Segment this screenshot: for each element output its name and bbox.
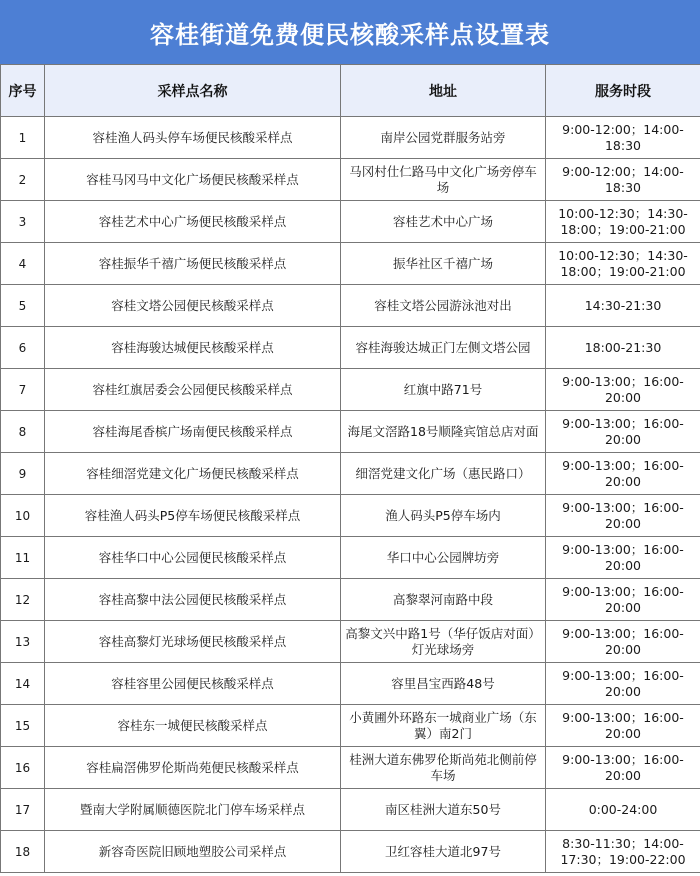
table-row xyxy=(1,663,700,705)
cell-seq: 12 xyxy=(1,579,45,621)
cell-service-hours: 10:00-12:30；14:30-18:00；19:00-21:00 xyxy=(546,243,700,285)
table-row xyxy=(1,285,700,327)
cell-site-name: 新容奇医院旧顾地塑胶公司采样点 xyxy=(45,831,341,873)
cell-seq: 1 xyxy=(1,117,45,159)
table-row xyxy=(1,789,700,831)
cell-site-name: 容桂细滘党建文化广场便民核酸采样点 xyxy=(45,453,341,495)
table-row xyxy=(1,411,700,453)
cell-service-hours: 9:00-13:00；16:00-20:00 xyxy=(546,747,700,789)
cell-seq: 11 xyxy=(1,537,45,579)
cell-seq: 8 xyxy=(1,411,45,453)
cell-seq: 5 xyxy=(1,285,45,327)
cell-address: 渔人码头P5停车场内 xyxy=(341,495,546,537)
cell-service-hours: 9:00-13:00；16:00-20:00 xyxy=(546,663,700,705)
cell-site-name: 容桂海尾香槟广场南便民核酸采样点 xyxy=(45,411,341,453)
cell-service-hours: 14:30-21:30 xyxy=(546,285,700,327)
cell-seq: 16 xyxy=(1,747,45,789)
cell-service-hours: 0:00-24:00 xyxy=(546,789,700,831)
table-row xyxy=(1,327,700,369)
table-row xyxy=(1,705,700,747)
cell-service-hours: 9:00-13:00；16:00-20:00 xyxy=(546,495,700,537)
cell-address: 小黄圃外环路东一城商业广场（东翼）南2门 xyxy=(341,705,546,747)
table-row xyxy=(1,621,700,663)
cell-seq: 2 xyxy=(1,159,45,201)
table-row xyxy=(1,537,700,579)
cell-service-hours: 8:30-11:30；14:00-17:30；19:00-22:00 xyxy=(546,831,700,873)
header-seq: 序号 xyxy=(1,65,45,117)
cell-service-hours: 9:00-13:00；16:00-20:00 xyxy=(546,621,700,663)
cell-site-name: 容桂振华千禧广场便民核酸采样点 xyxy=(45,243,341,285)
table-row xyxy=(1,369,700,411)
cell-service-hours: 9:00-13:00；16:00-20:00 xyxy=(546,411,700,453)
cell-seq: 7 xyxy=(1,369,45,411)
cell-site-name: 暨南大学附属顺德医院北门停车场采样点 xyxy=(45,789,341,831)
cell-seq: 10 xyxy=(1,495,45,537)
cell-service-hours: 9:00-13:00；16:00-20:00 xyxy=(546,537,700,579)
cell-site-name: 容桂华口中心公园便民核酸采样点 xyxy=(45,537,341,579)
cell-service-hours: 10:00-12:30；14:30-18:00；19:00-21:00 xyxy=(546,201,700,243)
header-address: 地址 xyxy=(341,65,546,117)
cell-service-hours: 9:00-12:00；14:00-18:30 xyxy=(546,159,700,201)
cell-address: 马冈村仕仁路马中文化广场旁停车场 xyxy=(341,159,546,201)
cell-site-name: 容桂渔人码头停车场便民核酸采样点 xyxy=(45,117,341,159)
cell-address: 桂洲大道东佛罗伦斯尚苑北侧前停车场 xyxy=(341,747,546,789)
cell-site-name: 容桂东一城便民核酸采样点 xyxy=(45,705,341,747)
table-row xyxy=(1,243,700,285)
cell-site-name: 容桂艺术中心广场便民核酸采样点 xyxy=(45,201,341,243)
cell-address: 海尾文滘路18号顺隆宾馆总店对面 xyxy=(341,411,546,453)
cell-service-hours: 9:00-13:00；16:00-20:00 xyxy=(546,453,700,495)
cell-address: 容里昌宝西路48号 xyxy=(341,663,546,705)
cell-address: 容桂艺术中心广场 xyxy=(341,201,546,243)
cell-site-name: 容桂渔人码头P5停车场便民核酸采样点 xyxy=(45,495,341,537)
table-row xyxy=(1,201,700,243)
cell-site-name: 容桂红旗居委会公园便民核酸采样点 xyxy=(45,369,341,411)
cell-site-name: 容桂扁滘佛罗伦斯尚苑便民核酸采样点 xyxy=(45,747,341,789)
table-row xyxy=(1,831,700,873)
cell-address: 南岸公园党群服务站旁 xyxy=(341,117,546,159)
cell-address: 容桂海骏达城正门左侧文塔公园 xyxy=(341,327,546,369)
cell-seq: 3 xyxy=(1,201,45,243)
cell-address: 高黎翠河南路中段 xyxy=(341,579,546,621)
cell-seq: 6 xyxy=(1,327,45,369)
cell-address: 高黎文兴中路1号（华仔饭店对面）灯光球场旁 xyxy=(341,621,546,663)
table-row xyxy=(1,453,700,495)
cell-seq: 18 xyxy=(1,831,45,873)
cell-service-hours: 18:00-21:30 xyxy=(546,327,700,369)
table-row xyxy=(1,747,700,789)
cell-service-hours: 9:00-13:00；16:00-20:00 xyxy=(546,369,700,411)
cell-service-hours: 9:00-13:00；16:00-20:00 xyxy=(546,705,700,747)
table-row xyxy=(1,117,700,159)
cell-site-name: 容桂文塔公园便民核酸采样点 xyxy=(45,285,341,327)
cell-seq: 9 xyxy=(1,453,45,495)
cell-site-name: 容桂马冈马中文化广场便民核酸采样点 xyxy=(45,159,341,201)
cell-seq: 15 xyxy=(1,705,45,747)
cell-service-hours: 9:00-12:00；14:00-18:30 xyxy=(546,117,700,159)
cell-site-name: 容桂容里公园便民核酸采样点 xyxy=(45,663,341,705)
cell-site-name: 容桂高黎中法公园便民核酸采样点 xyxy=(45,579,341,621)
cell-seq: 14 xyxy=(1,663,45,705)
table-row xyxy=(1,495,700,537)
cell-address: 华口中心公园牌坊旁 xyxy=(341,537,546,579)
cell-address: 细滘党建文化广场（惠民路口） xyxy=(341,453,546,495)
cell-seq: 13 xyxy=(1,621,45,663)
cell-seq: 17 xyxy=(1,789,45,831)
cell-address: 红旗中路71号 xyxy=(341,369,546,411)
cell-site-name: 容桂高黎灯光球场便民核酸采样点 xyxy=(45,621,341,663)
cell-address: 振华社区千禧广场 xyxy=(341,243,546,285)
header-service-hours: 服务时段 xyxy=(546,65,700,117)
cell-site-name: 容桂海骏达城便民核酸采样点 xyxy=(45,327,341,369)
page-title: 容桂街道免费便民核酸采样点设置表 xyxy=(0,0,700,64)
table-row xyxy=(1,579,700,621)
cell-seq: 4 xyxy=(1,243,45,285)
cell-address: 南区桂洲大道东50号 xyxy=(341,789,546,831)
header-site-name: 采样点名称 xyxy=(45,65,341,117)
sampling-sites-table xyxy=(0,64,700,873)
cell-service-hours: 9:00-13:00；16:00-20:00 xyxy=(546,579,700,621)
table-header-row xyxy=(1,65,700,117)
table-row xyxy=(1,159,700,201)
cell-address: 卫红容桂大道北97号 xyxy=(341,831,546,873)
cell-address: 容桂文塔公园游泳池对出 xyxy=(341,285,546,327)
